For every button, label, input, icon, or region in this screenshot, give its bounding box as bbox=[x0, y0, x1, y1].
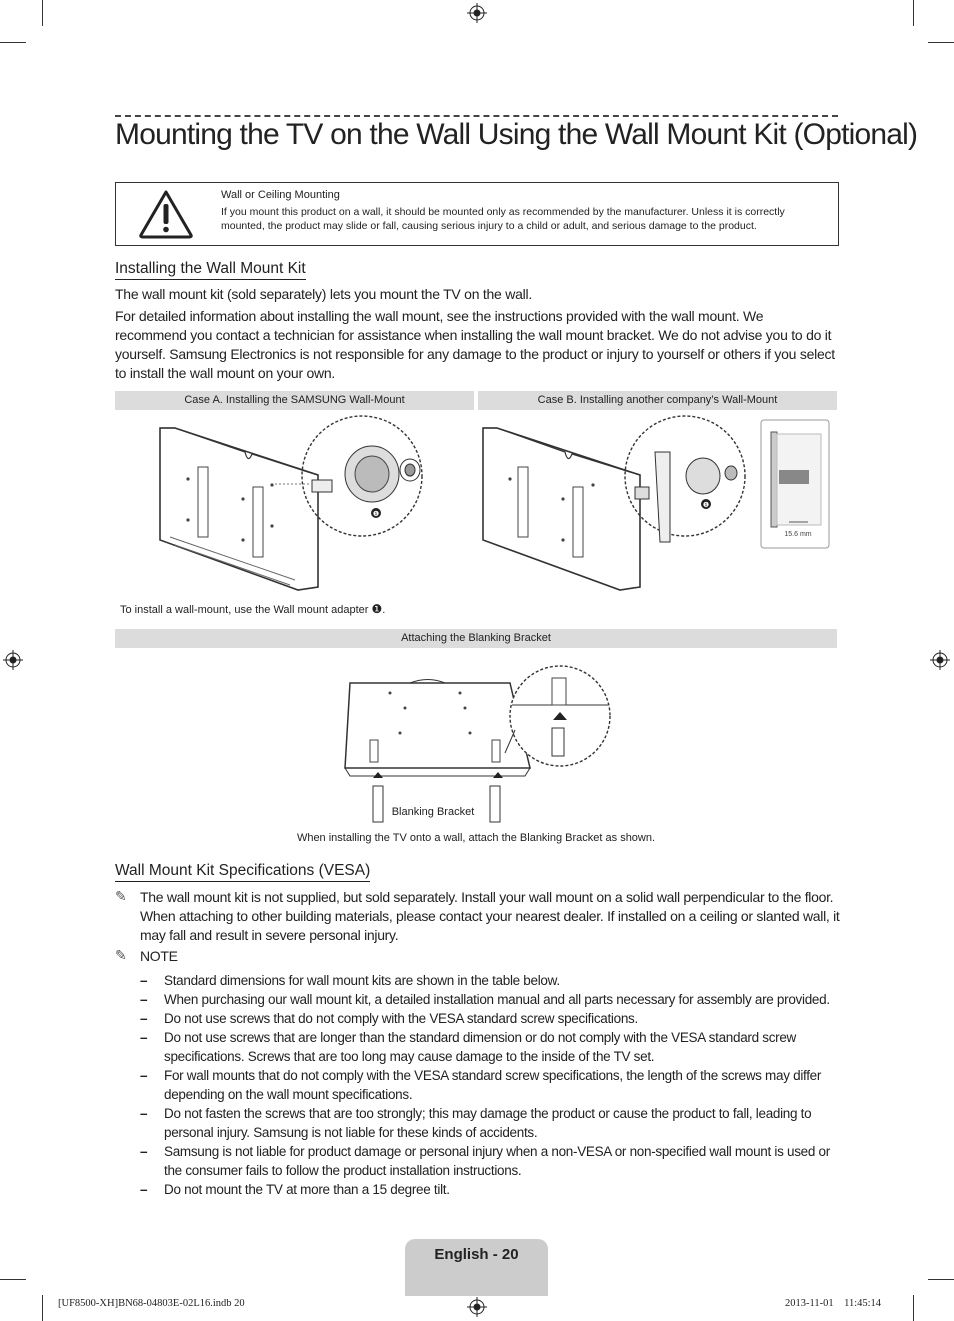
crop-mark bbox=[42, 1295, 43, 1321]
list-item: – Do not mount the TV at more than a 15 degree tilt. bbox=[140, 1180, 840, 1199]
crop-mark bbox=[913, 0, 914, 26]
blanking-bracket-label: Attaching the Blanking Bracket bbox=[115, 629, 837, 648]
crop-mark bbox=[928, 1279, 954, 1280]
warning-text: If you mount this product on a wall, it should be mounted only as recommended by the manufacturer. Unless it is correctly mounted, the product may slide or fall, causing serious injury to a child or adult, and serious damage to the product. bbox=[221, 206, 785, 232]
paragraph: The wall mount kit (sold separately) lets you mount the TV on the wall. bbox=[115, 286, 532, 302]
warning-box bbox=[115, 182, 839, 246]
warning-heading: Wall or Ceiling Mounting bbox=[221, 189, 340, 201]
caption-text: To install a wall-mount, use the Wall mount adapter bbox=[120, 604, 369, 616]
section-heading-installing: Installing the Wall Mount Kit bbox=[115, 260, 306, 280]
registration-mark-icon bbox=[930, 650, 950, 670]
footer-file-info: [UF8500-XH]BN68-04803E-02L16.indb 20 bbox=[58, 1298, 245, 1309]
list-item: – Samsung is not liable for product damage or personal injury when a non-VESA or non-specified wall mount is used or the consumer fails to follow the product installation instructions. bbox=[140, 1142, 840, 1180]
title-rule bbox=[115, 115, 838, 117]
section-heading-vesa: Wall Mount Kit Specifications (VESA) bbox=[115, 862, 370, 882]
dimension-label: 15.6 mm bbox=[784, 531, 812, 538]
pencil-icon: ✎ bbox=[115, 888, 127, 904]
case-b-label: Case B. Installing another company’s Wall-Mount bbox=[478, 391, 837, 410]
page-number-badge bbox=[405, 1239, 548, 1296]
crop-mark bbox=[913, 1295, 914, 1321]
note-label: NOTE bbox=[140, 948, 178, 964]
list-item: – Do not use screws that do not comply with the VESA standard screw specifications. bbox=[140, 1009, 840, 1028]
pencil-icon: ✎ bbox=[115, 947, 127, 963]
crop-mark bbox=[0, 42, 26, 43]
blanking-caption: When installing the TV onto a wall, attach the Blanking Bracket as shown. bbox=[296, 832, 656, 844]
list-item: – Do not fasten the screws that are too strongly; this may damage the product or cause the product to fall, leading to personal injury. Samsung is not liable for these kinds of accidents. bbox=[140, 1104, 840, 1142]
case-a-label: Case A. Installing the SAMSUNG Wall-Mount bbox=[115, 391, 474, 410]
callout-number: ❶ bbox=[372, 511, 380, 518]
blanking-bracket-illustration bbox=[340, 658, 615, 828]
caption-callout: ❶ bbox=[371, 602, 383, 616]
caption-period: . bbox=[382, 604, 386, 616]
list-item: – Do not use screws that are longer than the standard dimension or do not comply with the VESA standard screw specifications. Screws that are too long may cause damage to the inside of the TV set. bbox=[140, 1028, 840, 1066]
paragraph: For detailed information about installing the wall mount, see the instructions provided with the wall mount. We recommend you contact a technician for assistance when installing the wall mount bracket. We do not advise you to do it yourself. Samsung Electronics is not responsible for any damage to the product or injury to yourself or others if you select to install the wall mount on your own. bbox=[115, 308, 835, 381]
footer-timestamp: 2013-11-01 11:45:14 bbox=[785, 1298, 882, 1309]
warning-icon bbox=[138, 189, 194, 239]
case-b-illustration bbox=[475, 412, 840, 597]
registration-mark-icon bbox=[3, 650, 23, 670]
figure-caption bbox=[120, 602, 385, 616]
callout-number: ❶ bbox=[702, 502, 710, 509]
page-number: English - 20 bbox=[434, 1246, 519, 1263]
list-item: – When purchasing our wall mount kit, a detailed installation manual and all parts necessary for assembly are provided. bbox=[140, 990, 840, 1009]
page-title: Mounting the TV on the Wall Using the Wall Mount Kit (Optional) bbox=[115, 118, 918, 151]
note-intro: The wall mount kit is not supplied, but sold separately. Install your wall mount on a solid wall perpendicular to the floor. When attaching to other building materials, please contact your nearest dealer. If installed on a ceiling or slanted wall, it may fall and result in severe personal injury. bbox=[140, 889, 840, 943]
crop-mark bbox=[928, 42, 954, 43]
registration-mark-icon bbox=[467, 3, 487, 23]
crop-mark bbox=[0, 1279, 26, 1280]
crop-mark bbox=[42, 0, 43, 26]
vesa-notes bbox=[115, 888, 840, 1199]
list-item: – For wall mounts that do not comply with the VESA standard screw specifications, the length of the screws may differ depending on the wall mount specifications. bbox=[140, 1066, 840, 1104]
blanking-bracket-text: Blanking Bracket bbox=[391, 806, 475, 818]
case-a-illustration bbox=[150, 412, 470, 597]
list-item: – Standard dimensions for wall mount kits are shown in the table below. bbox=[140, 971, 840, 990]
registration-mark-icon bbox=[467, 1297, 487, 1317]
